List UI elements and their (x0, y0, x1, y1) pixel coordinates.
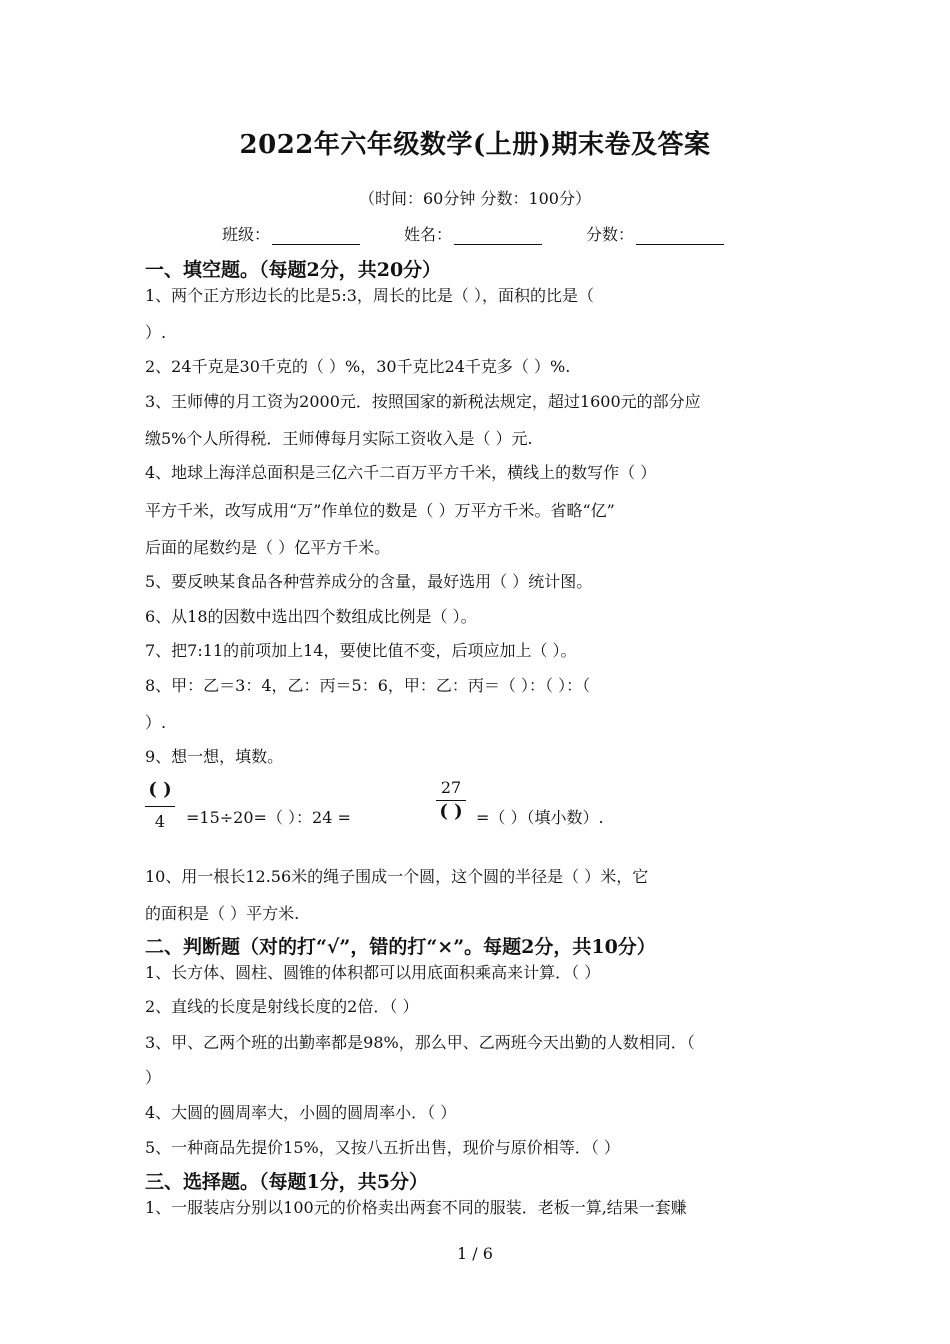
q4-line2: 平方千米，改写成用“万”作单位的数是（ ）万平方千米。省略“亿” (145, 501, 615, 520)
q9-prompt: 9、想一想，填数。 (145, 747, 284, 766)
q8-line2: ）. (145, 713, 167, 732)
q9-fraction1-numerator: ( ) (148, 779, 172, 800)
page-number: 1 / 6 (457, 1244, 493, 1263)
q4-line3: 后面的尾数约是（ ）亿平方千米。 (145, 538, 391, 557)
q9-fraction2-denominator: ( ) (439, 801, 463, 822)
judge-4: 4、大圆的圆周率大，小圆的圆周率小．（ ） (145, 1103, 457, 1122)
name-field[interactable] (404, 222, 542, 245)
q3-line2: 缴5%个人所得税．王师傅每月实际工资收入是（ ）元. (145, 429, 533, 448)
section-multiple-choice: 三、选择题。（每题1分，共5分） (145, 1171, 428, 1193)
q2: 2、24千克是30千克的（ ）%，30千克比24千克多（ ）%. (145, 357, 571, 376)
q1-line2: ）. (145, 323, 167, 342)
score-field[interactable] (586, 222, 724, 245)
class-field[interactable] (222, 222, 360, 245)
name-blank[interactable] (454, 228, 542, 245)
judge-2: 2、直线的长度是射线长度的2倍．（ ） (145, 997, 419, 1016)
choice-1: 1、一服装店分别以100元的价格卖出两套不同的服装．老板一算,结果一套赚 (145, 1198, 687, 1217)
judge-3-line1: 3、甲、乙两个班的出勤率都是98%，那么甲、乙两班今天出勤的人数相同．（ (145, 1033, 695, 1052)
class-blank[interactable] (272, 228, 360, 245)
q9-fraction2-numerator: 27 (440, 778, 462, 797)
q9-fraction1-bar (145, 806, 175, 807)
q9-middle: =15÷20=（ ）：24 = (186, 808, 351, 827)
q5: 5、要反映某食品各种营养成分的含量，最好选用（ ）统计图。 (145, 572, 593, 591)
page-title: 2022年六年级数学(上册)期末卷及答案 (239, 130, 711, 160)
q9-end: =（ ）（填小数）. (476, 808, 604, 827)
q10-line1: 10、用一根长12.56米的绳子围成一个圆，这个圆的半径是（ ）米，它 (145, 867, 649, 886)
judge-3-line2: ） (145, 1068, 162, 1087)
score-label: 分数： (586, 225, 635, 244)
q10-line2: 的面积是（ ）平方米. (145, 904, 300, 923)
section-true-false: 二、判断题（对的打“√”，错的打“×”。每题2分，共10分） (145, 936, 656, 958)
judge-1: 1、长方体、圆柱、圆锥的体积都可以用底面积乘高来计算．（ ） (145, 963, 601, 982)
name-label: 姓名： (404, 225, 453, 244)
q3-line1: 3、王师傅的月工资为2000元．按照国家的新税法规定，超过1600元的部分应 (145, 392, 701, 411)
q7: 7、把7:11的前项加上14，要使比值不变，后项应加上（ ）。 (145, 641, 577, 660)
judge-5: 5、一种商品先提价15%，又按八五折出售，现价与原价相等．（ ） (145, 1138, 620, 1157)
class-label: 班级： (222, 225, 271, 244)
exam-meta: （时间：60分钟 分数：100分） (359, 189, 591, 208)
q6: 6、从18的因数中选出四个数组成比例是（ ）。 (145, 607, 477, 626)
section-fill-in: 一、填空题。（每题2分，共20分） (145, 259, 442, 281)
q8-line1: 8、甲：乙＝3：4，乙：丙＝5：6，甲：乙：丙＝（ ）：（ ）：（ (145, 676, 591, 695)
q1-line1: 1、两个正方形边长的比是5:3，周长的比是（ ），面积的比是（ (145, 286, 595, 305)
score-blank[interactable] (636, 228, 724, 245)
q4-line1: 4、地球上海洋总面积是三亿六千二百万平方千米，横线上的数写作（ ） (145, 463, 657, 482)
q9-fraction1-denominator: 4 (154, 812, 166, 831)
